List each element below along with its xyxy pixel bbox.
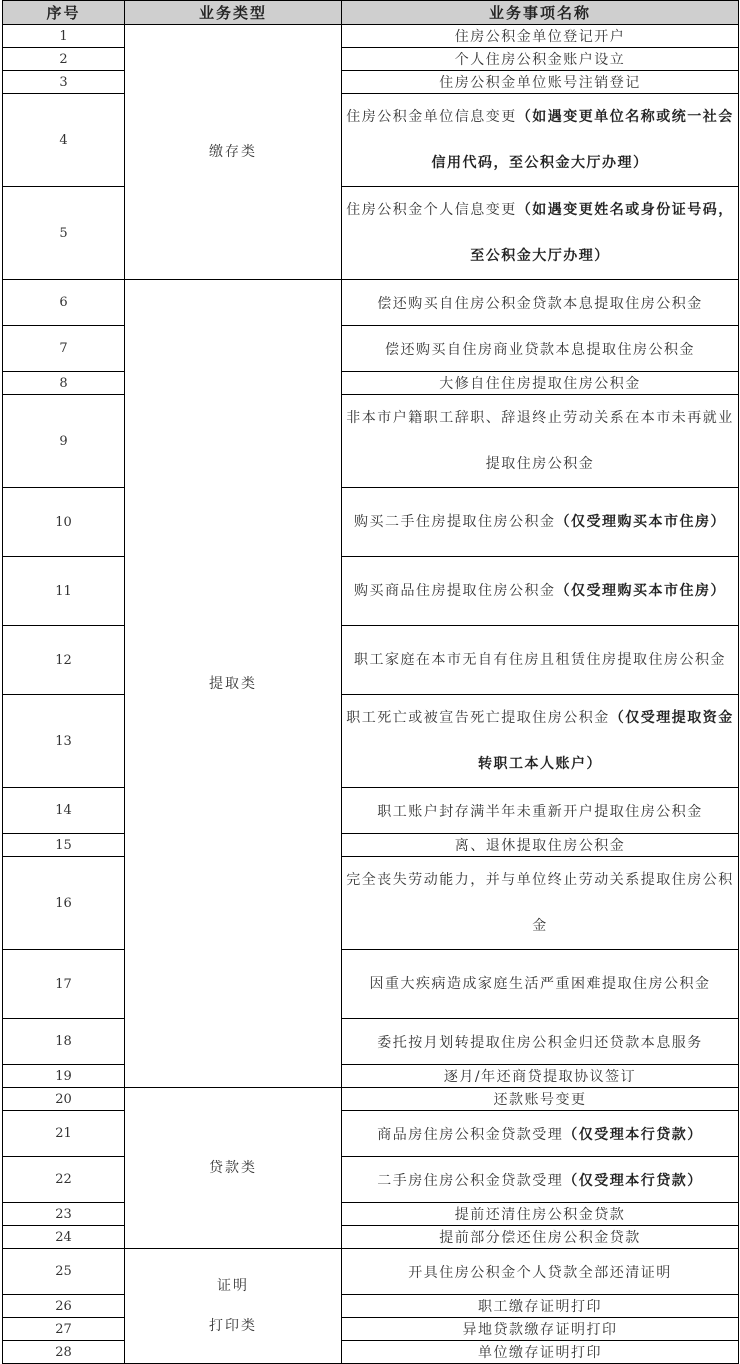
category-label: 贷款类: [209, 1160, 257, 1176]
row-number: 2: [3, 48, 125, 71]
row-number: 22: [3, 1157, 125, 1203]
service-name-cell: [342, 372, 739, 395]
row-number: 7: [3, 326, 125, 372]
service-name: 商品房住房公积金贷款受理: [377, 1126, 564, 1143]
service-name-cell: [342, 1341, 739, 1364]
service-name: 提前部分偿还住房公积金贷款: [439, 1230, 641, 1246]
table-row: [3, 1157, 739, 1203]
service-name: 大修自住住房提取住房公积金: [439, 376, 641, 392]
row-number: 25: [3, 1249, 125, 1295]
row-number: 20: [3, 1088, 125, 1111]
table-row: [3, 1318, 739, 1341]
table-row: [3, 557, 739, 626]
row-number: 21: [3, 1111, 125, 1157]
service-name: 完全丧失劳动能力，并与单位终止劳动关系提取住房公积金: [346, 872, 734, 934]
service-note: （仅受理本行贷款）: [563, 1172, 703, 1189]
service-note: （仅受理本行贷款）: [563, 1126, 703, 1143]
row-number: 15: [3, 834, 125, 857]
service-name-cell: [342, 557, 739, 626]
service-name: 住房公积金个人信息变更: [346, 202, 517, 218]
service-name-cell: [342, 187, 739, 280]
row-number: 23: [3, 1203, 125, 1226]
category-tiqu: [125, 280, 342, 1088]
service-name-cell: [342, 1065, 739, 1088]
service-name-cell: [342, 1249, 739, 1295]
service-name: 委托按月划转提取住房公积金归还贷款本息服务: [377, 1034, 703, 1051]
service-name-cell: [342, 1088, 739, 1111]
service-name-cell: [342, 1157, 739, 1203]
category-label-line: 打印类: [209, 1318, 257, 1334]
table-row: [3, 950, 739, 1019]
service-name-cell: [342, 950, 739, 1019]
category-jiaocun: [125, 25, 342, 280]
category-label: 缴存类: [209, 144, 257, 160]
service-name-cell: [342, 280, 739, 326]
service-name: 住房公积金单位信息变更: [346, 109, 517, 125]
service-name: 离、退休提取住房公积金: [454, 838, 626, 854]
service-name-cell: [342, 71, 739, 94]
table-row: [3, 280, 739, 326]
service-name-cell: [342, 626, 739, 695]
row-number: 3: [3, 71, 125, 94]
service-name-cell: [342, 395, 739, 488]
table-row: [3, 326, 739, 372]
table-row: [3, 1065, 739, 1088]
service-name: 还款账号变更: [493, 1092, 587, 1108]
row-number: 24: [3, 1226, 125, 1249]
service-name-cell: [342, 857, 739, 950]
service-name: 非本市户籍职工辞职、辞退终止劳动关系在本市未再就业提取住房公积金: [346, 410, 734, 472]
service-name: 职工账户封存满半年未重新开户提取住房公积金: [377, 803, 703, 820]
table-row: [3, 1203, 739, 1226]
service-name: 提前还清住房公积金贷款: [454, 1207, 626, 1223]
row-number: 18: [3, 1019, 125, 1065]
table-row: [3, 1341, 739, 1364]
service-name-cell: [342, 1318, 739, 1341]
service-name: 偿还购买自住房商业贷款本息提取住房公积金: [385, 341, 695, 358]
service-name-cell: [342, 94, 739, 187]
header-row: [3, 1, 739, 25]
service-note: （如遇变更姓名或身份证号码，至公积金大厅办理）: [470, 202, 734, 264]
table-row: [3, 187, 739, 280]
table-row: [3, 71, 739, 94]
service-name-cell: [342, 488, 739, 557]
table-row: [3, 1088, 739, 1111]
service-name-cell: [342, 834, 739, 857]
service-name: 开具住房公积金个人贷款全部还清证明: [408, 1264, 672, 1281]
table-row: [3, 1295, 739, 1318]
table-row: [3, 1226, 739, 1249]
service-name-cell: [342, 1226, 739, 1249]
row-number: 5: [3, 187, 125, 280]
category-zhengming: [125, 1249, 342, 1364]
table-row: [3, 1111, 739, 1157]
service-name: 购买二手住房提取住房公积金: [354, 514, 556, 530]
service-table: [2, 0, 739, 1364]
service-name-cell: [342, 48, 739, 71]
header-name: 业务事项名称: [342, 1, 739, 25]
row-number: 11: [3, 557, 125, 626]
row-number: 14: [3, 788, 125, 834]
row-number: 10: [3, 488, 125, 557]
service-name: 二手房住房公积金贷款受理: [377, 1172, 564, 1189]
service-name: 个人住房公积金账户设立: [454, 52, 626, 68]
service-name-cell: [342, 326, 739, 372]
row-number: 1: [3, 25, 125, 48]
table-row: [3, 857, 739, 950]
row-number: 19: [3, 1065, 125, 1088]
row-number: 17: [3, 950, 125, 1019]
row-number: 4: [3, 94, 125, 187]
service-name: 购买商品住房提取住房公积金: [354, 583, 556, 599]
service-name: 逐月/年还商贷提取协议签订: [443, 1069, 637, 1085]
row-number: 27: [3, 1318, 125, 1341]
service-name: 异地贷款缴存证明打印: [462, 1322, 618, 1338]
table-row: [3, 788, 739, 834]
row-number: 13: [3, 695, 125, 788]
row-number: 6: [3, 280, 125, 326]
service-note: （仅受理提取资金转职工本人账户）: [478, 710, 734, 772]
table-row: [3, 695, 739, 788]
row-number: 12: [3, 626, 125, 695]
table-row: [3, 94, 739, 187]
service-note: （仅受理购买本市住房）: [555, 514, 726, 530]
service-note: （仅受理购买本市住房）: [555, 583, 726, 599]
table-row: [3, 488, 739, 557]
service-name-cell: [342, 1019, 739, 1065]
service-name-cell: [342, 25, 739, 48]
category-label-line: 证明: [217, 1278, 249, 1294]
table-row: [3, 1019, 739, 1065]
header-seq: 序号: [3, 1, 125, 25]
service-name: 住房公积金单位账号注销登记: [439, 75, 641, 91]
header-type: 业务类型: [125, 1, 342, 25]
service-name-cell: [342, 1111, 739, 1157]
table-row: [3, 626, 739, 695]
row-number: 9: [3, 395, 125, 488]
service-name-cell: [342, 1295, 739, 1318]
service-name: 职工家庭在本市无自有住房且租赁住房提取住房公积金: [354, 652, 726, 668]
category-label: 提取类: [209, 675, 257, 692]
table-row: [3, 1249, 739, 1295]
service-name: 职工死亡或被宣告死亡提取住房公积金: [346, 710, 610, 726]
row-number: 26: [3, 1295, 125, 1318]
service-name-cell: [342, 1203, 739, 1226]
service-name: 单位缴存证明打印: [478, 1345, 602, 1361]
service-name: 职工缴存证明打印: [478, 1299, 602, 1315]
table-row: [3, 25, 739, 48]
service-name: 因重大疾病造成家庭生活严重困难提取住房公积金: [369, 976, 711, 992]
service-name: 偿还购买自住房公积金贷款本息提取住房公积金: [377, 295, 703, 312]
service-note: （如遇变更单位名称或统一社会信用代码，至公积金大厅办理）: [431, 109, 734, 171]
row-number: 8: [3, 372, 125, 395]
row-number: 28: [3, 1341, 125, 1364]
service-name-cell: [342, 788, 739, 834]
service-name-cell: [342, 695, 739, 788]
row-number: 16: [3, 857, 125, 950]
service-name: 住房公积金单位登记开户: [454, 29, 626, 45]
table-row: [3, 372, 739, 395]
table-row: [3, 395, 739, 488]
table-row: [3, 48, 739, 71]
category-daikuan: [125, 1088, 342, 1249]
table-row: [3, 834, 739, 857]
